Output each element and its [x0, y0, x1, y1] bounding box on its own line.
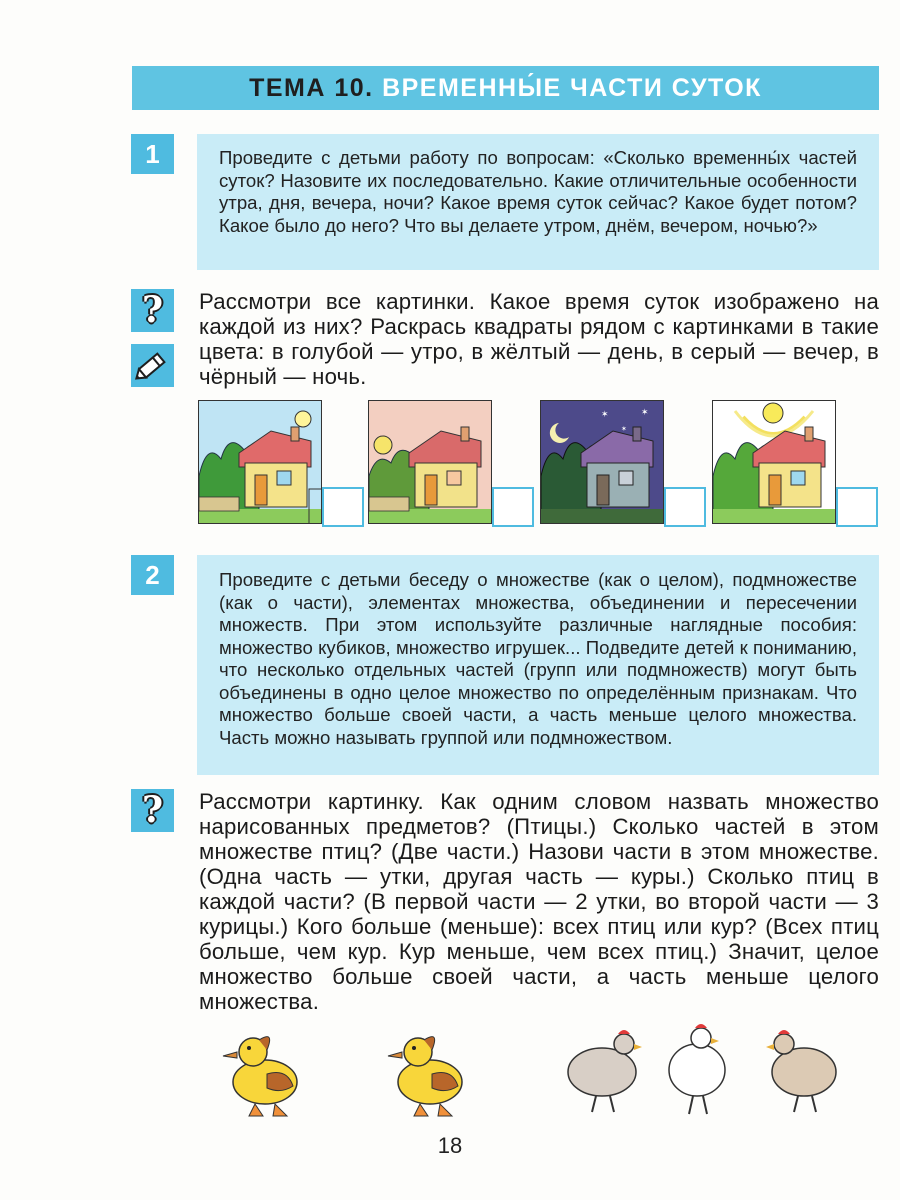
color-square-2[interactable]	[492, 487, 534, 527]
picture-day	[712, 400, 836, 524]
duck-1	[223, 1037, 297, 1116]
color-square-4[interactable]	[836, 487, 878, 527]
picture-morning	[198, 400, 322, 524]
svg-text:✶: ✶	[601, 410, 609, 420]
svg-text:✶: ✶	[621, 425, 627, 433]
section-1-task-text: Рассмотри все картинки. Какое время суток изображено на каждой из них? Раскрась квадраты рядом с картинками в такие цвета: в голубой — утро, в жёлтый — день, в серый — вечер, в чёрный — ночь.	[199, 289, 879, 389]
picture-evening	[368, 400, 492, 524]
pencil-icon	[131, 344, 174, 387]
topic-title: ВРЕМЕННЫ́Е ЧАСТИ СУТОК	[382, 74, 762, 102]
section-2-note-text: Проведите с детьми беседу о множестве (как о целом), подмножестве (как о части), элементах множества, объединении и пересечении множеств. При этом используйте различные наглядные пособия: множество кубиков, множество игрушек... Подведите детей к пониманию, что несколько отдельных частей (групп или подмножеств) могут быть объединены в одно целое множество по определённым признакам. Что множество больше своей части, а часть меньше целого множества. Часть можно называть группой или подмножеством.	[219, 569, 857, 748]
question-icon: ?	[131, 789, 174, 832]
page-title	[132, 74, 879, 103]
page-number: 18	[437, 1133, 463, 1158]
section-1-note-text: Проведите с детьми работу по вопросам: «Сколько временны́х частей суток? Назовите их последовательно. Какие отличительные особенности утра, дня, вечера, ночи? Какое время суток сейчас? Какое будет потом? Какое было до него? Что вы делаете утром, днём, вечером, ночью?»	[219, 147, 857, 236]
section-2-teacher-note	[197, 555, 879, 775]
question-icon: ?	[131, 289, 174, 332]
topic-number: ТЕМА 10.	[249, 74, 374, 102]
birds-illustration	[215, 1020, 855, 1120]
color-square-1[interactable]	[322, 487, 364, 527]
section-2-task	[199, 789, 879, 1014]
section-2-badge: 2	[131, 555, 174, 595]
hen-3	[766, 1030, 836, 1112]
section-1-task	[199, 289, 879, 389]
duck-2	[388, 1037, 462, 1116]
picture-night	[540, 400, 664, 524]
color-square-3[interactable]	[664, 487, 706, 527]
section-1-teacher-note	[197, 134, 879, 270]
hen-2	[669, 1024, 725, 1114]
section-1-badge: 1	[131, 134, 174, 174]
section-2-task-text: Рассмотри картинку. Как одним словом назвать множество нарисованных предметов? (Птицы.) Сколько частей в этом множестве птиц? (Две части.) Назови части в этом множестве. (Одна часть — утки, другая часть — куры.) Сколько птиц в каждой части? (В первой части — 2 утки, во второй части — 3 курицы.) Кого больше (меньше): всех птиц или кур? (Всех птиц больше, чем кур. Кур меньше, чем всех птиц.) Значит, целое множество больше своей части, а часть меньше целого множества.	[199, 789, 879, 1014]
topic-header	[132, 66, 879, 110]
hen-1	[568, 1030, 642, 1112]
svg-text:✶: ✶	[641, 408, 649, 418]
